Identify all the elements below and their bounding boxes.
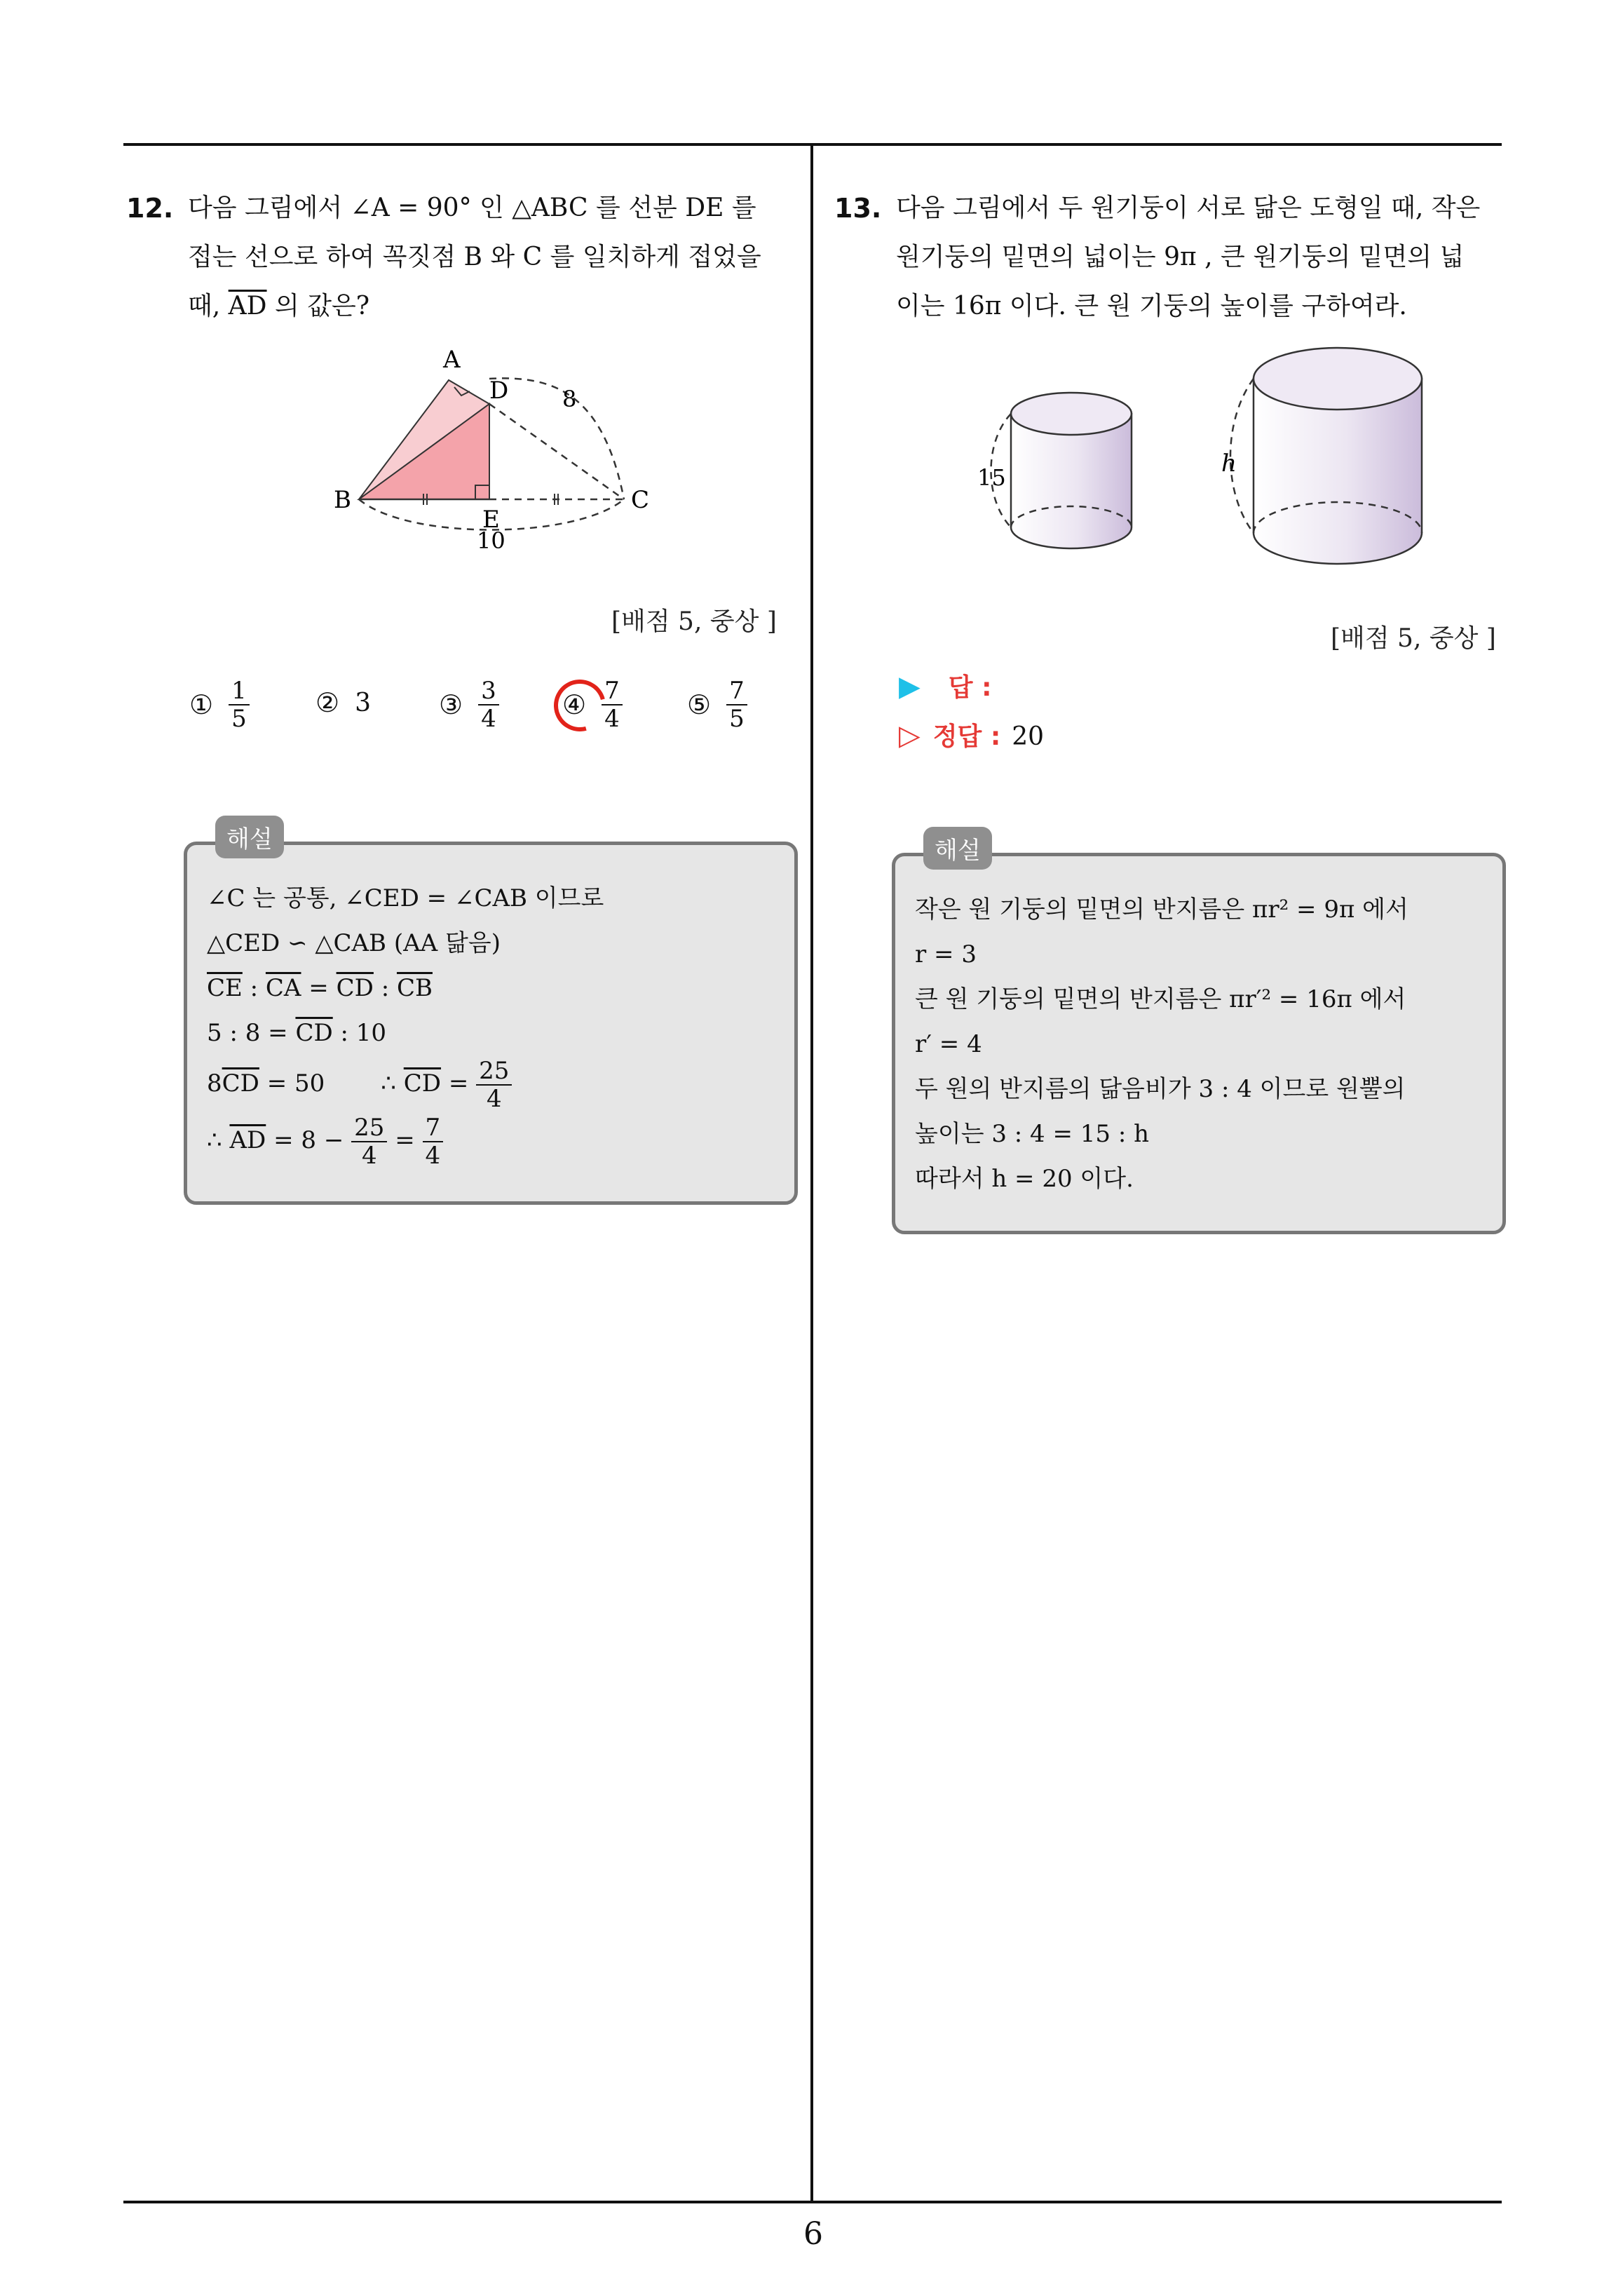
solution-line: 두 원의 반지름의 닮음비가 3 : 4 이므로 원뿔의 (915, 1075, 1406, 1103)
equation-mid: = 8 − (266, 1126, 352, 1154)
numerator: 7 (726, 677, 747, 705)
large-cylinder (1221, 348, 1422, 564)
question-12 (126, 184, 799, 331)
question-line-1: 다음 그림에서 두 원기둥이 서로 닮은 도형일 때, 작은 (896, 194, 1481, 222)
label-d: D (489, 377, 509, 405)
segment-ad: $\overline{AD}$ (229, 1126, 266, 1154)
answer-label: 답 : (948, 673, 992, 702)
segment-dc (489, 404, 624, 499)
segment-ca: $\overline{CA}$ (265, 974, 301, 1002)
solution-line: 큰 원 기둥의 밑면의 반지름은 πr′² = 16π 에서 (915, 985, 1406, 1013)
question-line-2: 원기둥의 밑면의 넓이는 9π , 큰 원기둥의 밑면의 넓 (896, 243, 1465, 271)
question-number: 12. (126, 193, 174, 224)
cylinders-figure (967, 337, 1444, 589)
solution-line: △CED ∽ △CAB (AA 닮음) (207, 929, 501, 957)
choice-value: 3 (355, 688, 371, 717)
solution-line: r′ = 4 (915, 1030, 982, 1058)
therefore: ∴ (381, 1069, 404, 1098)
bottom-rule (123, 2201, 1502, 2203)
choice-number (562, 689, 586, 720)
denominator: 4 (481, 705, 496, 733)
question-line-2: 접는 선으로 하여 꼭짓점 B 와 C 를 일치하게 접었을 (188, 243, 761, 271)
segment-ce: $\overline{CE}$ (207, 974, 243, 1002)
ratio-tail: : 10 (332, 1019, 387, 1047)
question-13 (834, 184, 1507, 331)
choices-12 (189, 677, 792, 748)
segment-cd: $\overline{CD}$ (222, 1069, 259, 1098)
line3-head: 때, (188, 292, 229, 320)
segment-cd: $\overline{CD}$ (403, 1069, 442, 1098)
coef: 8 (207, 1069, 222, 1098)
answer-arrow-icon: ▶ (899, 670, 921, 703)
solution-line: 작은 원 기둥의 밑면의 반지름은 πr² = 9π 에서 (915, 896, 1408, 924)
question-line-3 (188, 282, 799, 331)
solution-body (915, 887, 1408, 1201)
choice-2[interactable] (315, 687, 371, 718)
equals: = (387, 1126, 423, 1154)
fraction (423, 1114, 444, 1169)
denominator: 4 (604, 705, 620, 733)
solution-tag: 해설 (923, 827, 992, 870)
denominator: 4 (361, 1142, 377, 1170)
denominator: 4 (486, 1085, 502, 1113)
segment-cd: $\overline{CD}$ (295, 1019, 333, 1047)
choice-5[interactable] (687, 677, 747, 732)
choice-number: ① (189, 689, 214, 720)
denominator: 4 (425, 1142, 441, 1170)
question-line-1: 다음 그림에서 ∠A = 90° 인 △ABC 를 선분 DE 를 (188, 194, 756, 222)
correct-answer-label: 정답 : (932, 722, 1001, 751)
choice-4[interactable] (562, 677, 623, 732)
solution-line: 높이는 3 : 4 = 15 : h (915, 1120, 1150, 1148)
solution-box-13 (892, 837, 1506, 1234)
numerator: 25 (476, 1058, 512, 1086)
triangle-fold-figure (322, 337, 673, 561)
label-b: B (334, 486, 351, 514)
choice-number: ③ (439, 689, 463, 720)
segment-ad: $\overline{AD}$ (228, 292, 267, 320)
numerator: 7 (423, 1114, 444, 1142)
therefore: ∴ (207, 1126, 230, 1154)
label-10: 10 (477, 527, 505, 554)
fraction (476, 1058, 512, 1112)
question-text (834, 184, 1507, 331)
label-8: 8 (562, 386, 577, 412)
solution-line (207, 1011, 604, 1055)
score-12: [배점 5, 중상 ] (611, 607, 777, 636)
colon: : (373, 974, 397, 1002)
solution-body (207, 876, 604, 1169)
choice-number: ⑤ (687, 689, 712, 720)
arc-dc (489, 378, 624, 499)
solution-line (207, 1055, 604, 1112)
segment-cd: $\overline{CD}$ (336, 974, 374, 1002)
answer-outline-arrow-icon: ▷ (899, 720, 921, 752)
equation-tail: = 50 (259, 1069, 325, 1098)
solution-line: r = 3 (915, 940, 977, 968)
choice-3[interactable] (439, 677, 499, 732)
equals: = (441, 1069, 477, 1098)
score-13: [배점 5, 중상 ] (1331, 624, 1496, 653)
page-number: 6 (803, 2216, 823, 2252)
choice-1[interactable] (189, 677, 250, 732)
denominator: 5 (729, 705, 745, 733)
equals: = (301, 974, 337, 1002)
fraction (351, 1114, 387, 1169)
choice-fraction (478, 677, 499, 732)
answer-row (899, 668, 991, 703)
solution-line: 따라서 h = 20 이다. (915, 1165, 1134, 1193)
solution-box-12 (184, 825, 798, 1205)
question-text (126, 184, 799, 331)
ratio-head: 5 : 8 = (207, 1019, 296, 1047)
correct-answer-row (899, 717, 1044, 752)
small-cylinder (977, 393, 1132, 548)
solution-line (207, 1112, 604, 1169)
numerator: 1 (229, 677, 250, 705)
question-number: 13. (834, 193, 882, 224)
numerator: 7 (602, 677, 623, 705)
numerator: 3 (478, 677, 499, 705)
solution-line: ∠C 는 공통, ∠CED = ∠CAB 이므로 (207, 884, 604, 912)
colon: : (242, 974, 266, 1002)
line3-tail: 의 값은? (266, 292, 370, 320)
label-a: A (443, 346, 461, 374)
correct-answer-value: 20 (1012, 722, 1045, 751)
column-divider (810, 143, 813, 2202)
question-line-3: 이는 16π 이다. 큰 원 기둥의 높이를 구하여라. (896, 292, 1407, 320)
label-c: C (631, 486, 650, 514)
large-height-label: h (1221, 450, 1237, 478)
choice-fraction (726, 677, 747, 732)
solution-tag: 해설 (215, 816, 284, 858)
choice-number: ② (315, 687, 340, 718)
denominator: 5 (231, 705, 247, 733)
choice-number-text: ④ (562, 689, 587, 720)
choice-fraction (229, 677, 250, 732)
solution-line (207, 966, 604, 1011)
segment-cb: $\overline{CB}$ (396, 974, 433, 1002)
numerator: 25 (351, 1114, 387, 1142)
label-e: E (482, 506, 500, 534)
small-height-label: 15 (977, 464, 1006, 491)
